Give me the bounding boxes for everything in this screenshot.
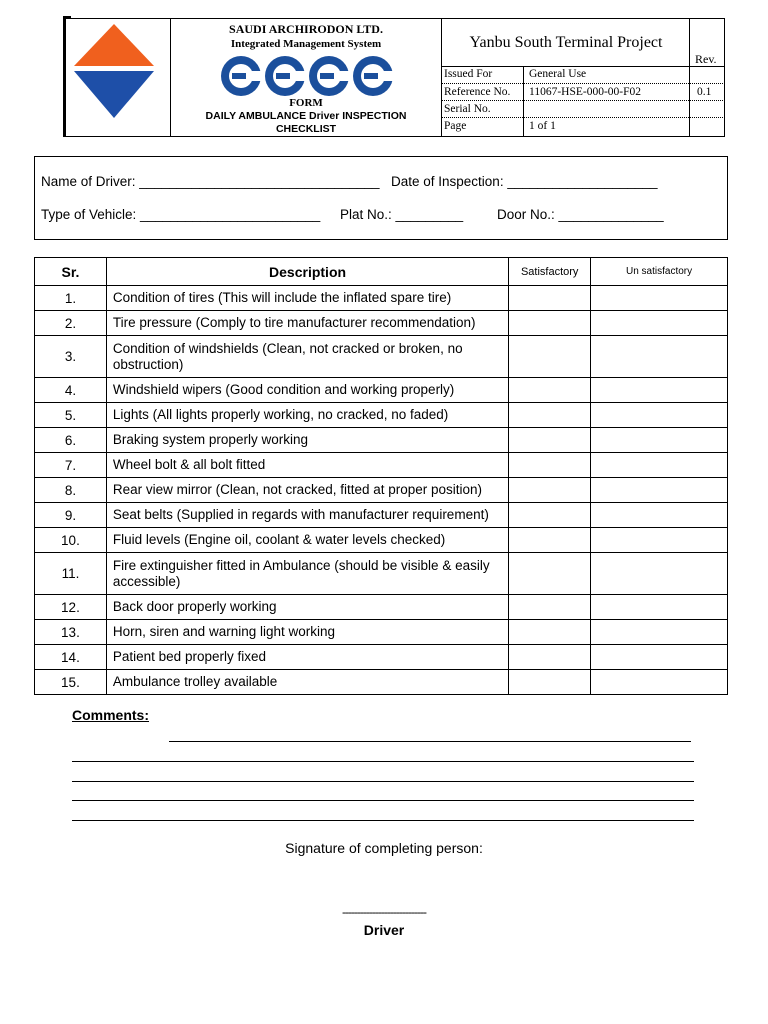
- driver-label: Driver: [363, 922, 405, 938]
- row-sr: 13.: [35, 620, 107, 645]
- table-row: [35, 311, 728, 336]
- satisfactory-cell[interactable]: [509, 553, 591, 595]
- comment-line-2[interactable]: [72, 761, 694, 762]
- row-description: Tire pressure (Comply to tire manufacturer recommendation): [106, 311, 508, 336]
- table-row: [35, 478, 728, 503]
- table-row: [35, 595, 728, 620]
- door-number-field[interactable]: Door No.: ______________: [497, 207, 664, 222]
- table-row: [35, 528, 728, 553]
- row-sr: 1.: [35, 286, 107, 311]
- unsatisfactory-cell[interactable]: [591, 453, 728, 478]
- table-row: [35, 670, 728, 695]
- signature-label: Signature of completing person:: [285, 840, 483, 856]
- satisfactory-cell[interactable]: [509, 403, 591, 428]
- issued-for-value: General Use: [529, 68, 587, 80]
- reference-value: 11067-HSE-000-00-F02: [529, 86, 642, 98]
- row-description: Windshield wipers (Good condition and working properly): [106, 378, 508, 403]
- row-description: Fluid levels (Engine oil, coolant & water levels checked): [106, 528, 508, 553]
- rev-value: 0.1: [697, 86, 712, 98]
- row-sr: 4.: [35, 378, 107, 403]
- satisfactory-cell[interactable]: [509, 311, 591, 336]
- unsatisfactory-cell[interactable]: [591, 528, 728, 553]
- satisfactory-cell[interactable]: [509, 453, 591, 478]
- satisfactory-cell[interactable]: [509, 528, 591, 553]
- unsatisfactory-cell[interactable]: [591, 403, 728, 428]
- meta-line-4: [441, 117, 725, 118]
- reference-label: Reference No.: [444, 86, 511, 98]
- header-divider-mid: [441, 18, 442, 137]
- table-row: [35, 428, 728, 453]
- row-description: Seat belts (Supplied in regards with manufacturer requirement): [106, 503, 508, 528]
- row-sr: 6.: [35, 428, 107, 453]
- company-name: SAUDI ARCHIRODON LTD.: [229, 22, 383, 36]
- unsatisfactory-cell[interactable]: [591, 311, 728, 336]
- serial-label: Serial No.: [444, 103, 491, 115]
- unsatisfactory-cell[interactable]: [591, 336, 728, 378]
- col-header-sr: Sr.: [35, 258, 107, 286]
- row-sr: 2.: [35, 311, 107, 336]
- unsatisfactory-cell[interactable]: [591, 378, 728, 403]
- meta-line-3: [441, 100, 725, 101]
- row-sr: 3.: [35, 336, 107, 378]
- col-header-unsatisfactory: Un satisfactory: [591, 258, 728, 286]
- row-sr: 15.: [35, 670, 107, 695]
- col-header-satisfactory: Satisfactory: [509, 258, 591, 286]
- col-header-description: Description: [106, 258, 508, 286]
- inspection-date-field[interactable]: Date of Inspection: ____________________: [391, 174, 658, 189]
- satisfactory-cell[interactable]: [509, 286, 591, 311]
- table-row: [35, 503, 728, 528]
- page-value: 1 of 1: [529, 120, 556, 132]
- unsatisfactory-cell[interactable]: [591, 478, 728, 503]
- page-label: Page: [444, 120, 467, 132]
- unsatisfactory-cell[interactable]: [591, 428, 728, 453]
- row-description: Condition of tires (This will include the inflated spare tire): [106, 286, 508, 311]
- meta-col-divider: [523, 66, 524, 137]
- row-description: Rear view mirror (Clean, not cracked, fitted at proper position): [106, 478, 508, 503]
- driver-name-field[interactable]: Name of Driver: ________________________________: [41, 174, 380, 189]
- row-sr: 12.: [35, 595, 107, 620]
- rev-divider: [689, 18, 690, 137]
- table-row: [35, 453, 728, 478]
- table-row: [35, 403, 728, 428]
- row-description: Back door properly working: [106, 595, 508, 620]
- row-sr: 8.: [35, 478, 107, 503]
- vehicle-type-field[interactable]: Type of Vehicle: ________________________: [41, 207, 321, 222]
- driver-info-box: [34, 156, 728, 240]
- satisfactory-cell[interactable]: [509, 620, 591, 645]
- row-description: Lights (All lights properly working, no cracked, no faded): [106, 403, 508, 428]
- row-sr: 7.: [35, 453, 107, 478]
- row-sr: 5.: [35, 403, 107, 428]
- table-row: [35, 553, 728, 595]
- satisfactory-cell[interactable]: [509, 503, 591, 528]
- meta-line-1: [441, 66, 725, 67]
- satisfactory-cell[interactable]: [509, 645, 591, 670]
- row-sr: 9.: [35, 503, 107, 528]
- row-sr: 10.: [35, 528, 107, 553]
- table-row: [35, 620, 728, 645]
- row-description: Ambulance trolley available: [106, 670, 508, 695]
- project-title: Yanbu South Terminal Project: [469, 34, 663, 51]
- comment-line-4[interactable]: [72, 800, 694, 801]
- rev-label: Rev.: [695, 52, 717, 66]
- unsatisfactory-cell[interactable]: [591, 595, 728, 620]
- satisfactory-cell[interactable]: [509, 670, 591, 695]
- certification-seals-icon: [219, 54, 395, 98]
- comment-line-3[interactable]: [72, 781, 694, 782]
- unsatisfactory-cell[interactable]: [591, 286, 728, 311]
- table-row: [35, 378, 728, 403]
- unsatisfactory-cell[interactable]: [591, 670, 728, 695]
- inspection-checklist-table: [34, 257, 728, 695]
- satisfactory-cell[interactable]: [509, 595, 591, 620]
- row-description: Condition of windshields (Clean, not cracked or broken, no obstruction): [106, 336, 508, 378]
- row-description: Braking system properly working: [106, 428, 508, 453]
- row-sr: 14.: [35, 645, 107, 670]
- table-header-row: [35, 258, 728, 286]
- satisfactory-cell[interactable]: [509, 478, 591, 503]
- unsatisfactory-cell[interactable]: [591, 553, 728, 595]
- plate-number-field[interactable]: Plat No.: _________: [340, 207, 464, 222]
- table-row: [35, 336, 728, 378]
- satisfactory-cell[interactable]: [509, 378, 591, 403]
- unsatisfactory-cell[interactable]: [591, 503, 728, 528]
- signature-line[interactable]: ----------------------------: [342, 905, 426, 919]
- row-description: Wheel bolt & all bolt fitted: [106, 453, 508, 478]
- meta-line-2: [441, 83, 725, 84]
- issued-for-label: Issued For: [444, 68, 493, 80]
- company-logo: [70, 22, 158, 120]
- comment-line-1[interactable]: [169, 741, 691, 742]
- unsatisfactory-cell[interactable]: [591, 620, 728, 645]
- header-center: [171, 18, 441, 137]
- row-description: Patient bed properly fixed: [106, 645, 508, 670]
- form-title: DAILY AMBULANCE Driver INSPECTION CHECKLIST: [205, 110, 407, 135]
- table-row: [35, 645, 728, 670]
- row-sr: 11.: [35, 553, 107, 595]
- comment-line-5[interactable]: [72, 820, 694, 821]
- row-description: Horn, siren and warning light working: [106, 620, 508, 645]
- header-left-bar: [63, 18, 66, 137]
- row-description: Fire extinguisher fitted in Ambulance (should be visible & easily accessible): [106, 553, 508, 595]
- table-row: [35, 286, 728, 311]
- satisfactory-cell[interactable]: [509, 336, 591, 378]
- management-system: Integrated Management System: [230, 38, 382, 50]
- satisfactory-cell[interactable]: [509, 428, 591, 453]
- comments-label: Comments:: [72, 707, 150, 723]
- form-label: FORM: [289, 97, 323, 109]
- unsatisfactory-cell[interactable]: [591, 645, 728, 670]
